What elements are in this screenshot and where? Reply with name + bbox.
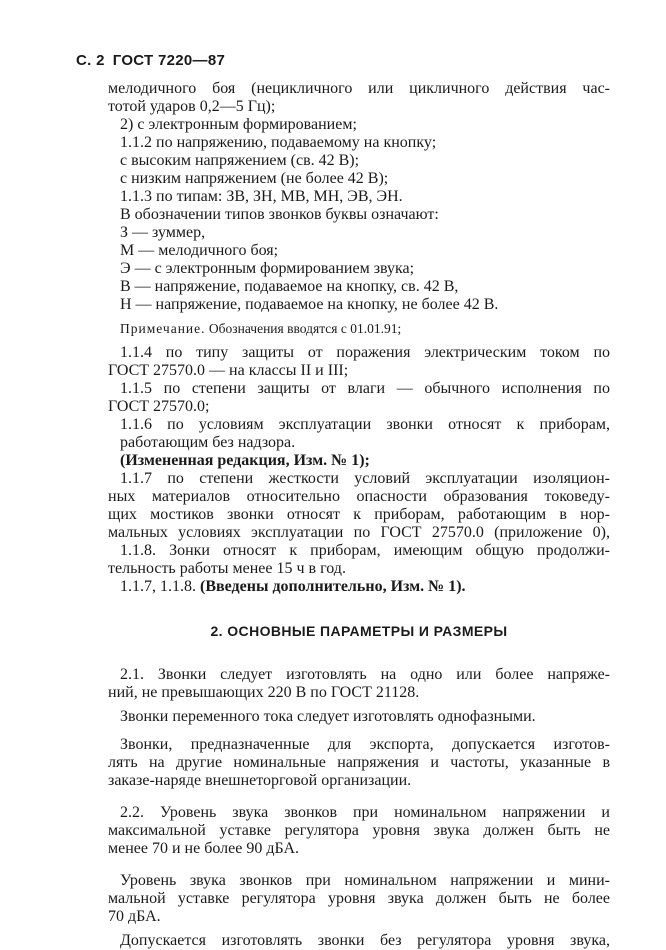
standard-code: ГОСТ 7220—87 <box>112 52 226 69</box>
text-line: работающим без надзора. <box>120 434 296 451</box>
text-line: 1.1.8. Зонки относят к приборам, имеющим общую продолжи- <box>120 542 610 559</box>
text-line: Э — с электронным формированием звука; <box>120 260 415 277</box>
text-line: щих мостиков звонки относят к приборам, работающим в нор- <box>108 506 610 523</box>
text-line: 1.1.6 по условиям эксплуатации звонки относят к приборам, <box>120 416 610 433</box>
amendment-prefix: 1.1.7, 1.1.8. <box>120 578 196 595</box>
text-line: З — зуммер, <box>120 224 206 241</box>
document-body <box>108 80 610 950</box>
amendment-note: (Измененная редакция, Изм. № 1); <box>120 452 370 469</box>
text-line: мальной уставке регулятора уровня звука должен быть не более <box>108 890 610 907</box>
text-line: мелодичного боя (нецикличного или цикличного действия час- <box>108 80 610 97</box>
text-line: лять на другие номинальные напряжения и частоты, указанные в <box>108 754 610 771</box>
text-line: Допускается изготовлять звонки без регулятора уровня звука, <box>120 932 610 949</box>
text-line: с высоким напряжением (св. 42 В); <box>120 152 360 169</box>
text-line: мальных условиях эксплуатации по ГОСТ 27570.0 (приложение 0), <box>108 524 610 541</box>
text-line: М — мелодичного боя; <box>120 242 279 259</box>
text-line: ГОСТ 27570.0; <box>108 398 210 415</box>
text-line: 2.1. Звонки следует изготовлять на одно или более напряже- <box>120 666 610 683</box>
text-line: Н — напряжение, подаваемое на кнопку, не более 42 В. <box>120 296 499 313</box>
text-line: с низким напряжением (не более 42 В); <box>120 170 389 187</box>
text-line: 1.1.7 по степени жесткости условий эксплуатации изоляцион- <box>120 470 610 487</box>
text-line: 1.1.3 по типам: ЗВ, ЗН, МВ, МН, ЭВ, ЭН. <box>120 188 403 205</box>
text-line: 70 дБА. <box>108 908 161 925</box>
text-line: ГОСТ 27570.0 — на классы II и III; <box>108 362 349 379</box>
amendment-note-2 <box>108 578 610 596</box>
page-header <box>76 52 225 69</box>
text-line: ний, не превышающих 220 В по ГОСТ 21128. <box>108 684 420 701</box>
text-line: тотой ударов 0,2—5 Гц); <box>108 98 276 115</box>
text-line: Звонки, предназначенные для экспорта, допускается изготов- <box>120 736 610 753</box>
text-line: 2) с электронным формированием; <box>120 116 357 133</box>
text-line: 1.1.2 по напряжению, подаваемому на кнопку; <box>120 134 437 151</box>
amendment-text: (Введены дополнительно, Изм. № 1). <box>200 578 466 595</box>
section-title: 2. ОСНОВНЫЕ ПАРАМЕТРЫ И РАЗМЕРЫ <box>210 623 508 639</box>
text-line: 1.1.4 по типу защиты от поражения электрическим током по <box>120 344 610 361</box>
text-line: ных материалов относительно опасности образования токоведу- <box>108 488 610 505</box>
text-line: менее 70 и не более 90 дБА. <box>108 840 300 857</box>
text-line: Уровень звука звонков при номинальном напряжении и мини- <box>120 872 610 889</box>
note-label: Примечание. <box>120 321 206 336</box>
text-line: Звонки переменного тока следует изготовлять однофазными. <box>120 708 536 725</box>
note-text: Обозначения вводятся с 01.01.91; <box>208 321 402 336</box>
text-line: 2.2. Уровень звука звонков при номинальном напряжении и <box>120 804 610 821</box>
text-line: В обозначении типов звонков буквы означают: <box>120 206 439 223</box>
text-line: тельность работы менее 15 ч в год. <box>108 560 346 577</box>
text-line: 1.1.5 по степени защиты от влаги — обычного исполнения по <box>120 380 610 397</box>
text-line: максимальной уставке регулятора уровня звука должен быть не <box>108 822 610 839</box>
page-number: С. 2 <box>76 52 105 69</box>
text-line: заказе-наряде внешнеторговой организации. <box>108 772 412 789</box>
text-line: В — напряжение, подаваемое на кнопку, св. 42 В, <box>120 278 459 295</box>
note <box>108 320 610 338</box>
